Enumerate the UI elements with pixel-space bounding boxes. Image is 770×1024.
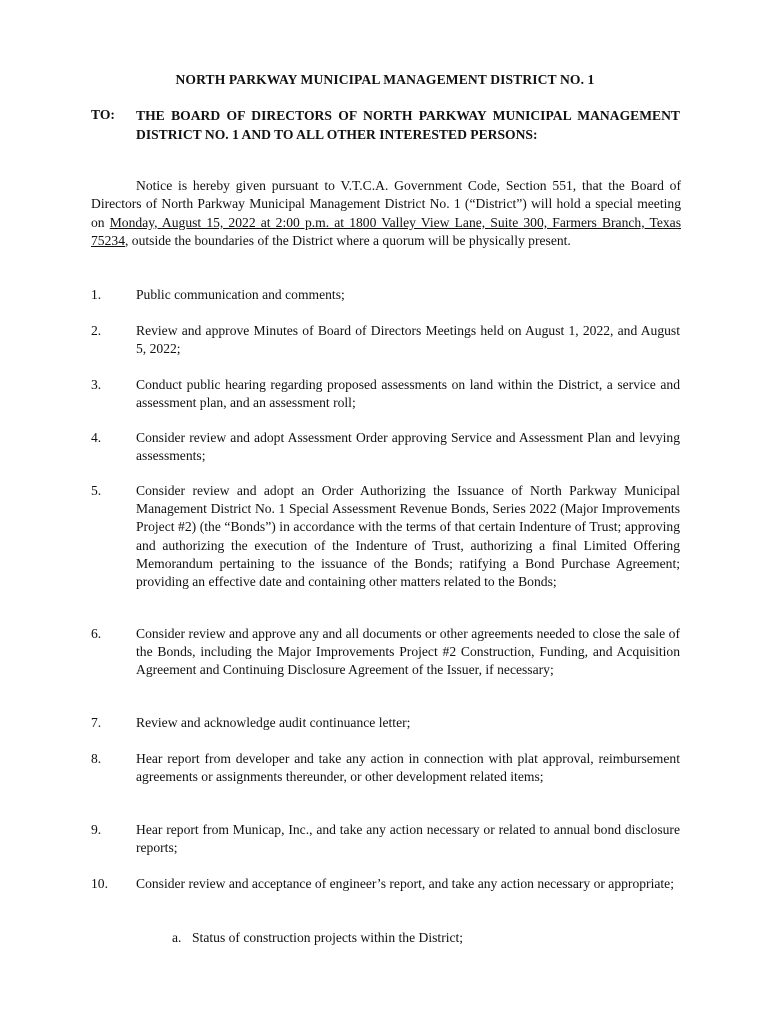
agenda-item-number: 8.	[91, 751, 102, 766]
agenda-item-number: 2.	[91, 323, 102, 338]
agenda-item-number: 5.	[91, 483, 102, 498]
notice-lead: Notice is hereby given pursuant to V.T.C.A. Government Code, Section 551, that the Board of Directors of North Parkway Municipal Management District No. 1 (“District”) will hold a special meeting on	[91, 178, 681, 230]
addressee-label: TO:	[91, 107, 115, 122]
agenda-item-number: 10.	[91, 876, 108, 891]
agenda-item-number: 3.	[91, 377, 102, 392]
agenda-item-text: Consider review and adopt Assessment Order approving Service and Assessment Plan and levying assessments;	[136, 430, 680, 464]
agenda-subitem-letter: a.	[172, 930, 182, 945]
agenda-item-number: 1.	[91, 287, 102, 302]
agenda-item-text: Public communication and comments;	[136, 287, 345, 302]
agenda-item-number: 6.	[91, 626, 102, 641]
agenda-item-text: Hear report from Municap, Inc., and take any action necessary or related to annual bond disclosure reports;	[136, 822, 680, 856]
agenda-item-text: Consider review and adopt an Order Authorizing the Issuance of North Parkway Municipal Management District No. 1 Special Assessment Revenue Bonds, Series 2022 (Major Improvements Project #2) (the “Bonds”) in accordance with the terms of that certain Indenture of Trust; approving and authorizing the execution of the Indenture of Trust, authorizing a final Limited Offering Memorandum pertaining to the issuance of the Bonds; ratifying a Bond Purchase Agreement; providing an effective date and containing other matters related to the Bonds;	[136, 483, 680, 590]
agenda-item-text: Review and acknowledge audit continuance letter;	[136, 715, 411, 730]
notice-paragraph	[91, 177, 681, 251]
agenda-item-number: 7.	[91, 715, 102, 730]
agenda-item-text: Consider review and approve any and all documents or other agreements needed to close the sale of the Bonds, including the Major Improvements Project #2 Construction, Funding, and Acquisition Agreement and Continuing Disclosure Agreement of the Issuer, if necessary;	[136, 626, 680, 678]
addressee-text: THE BOARD OF DIRECTORS OF NORTH PARKWAY MUNICIPAL MANAGEMENT DISTRICT NO. 1 AND TO ALL OTHER INTERESTED PERSONS:	[136, 108, 680, 142]
agenda-item-text: Conduct public hearing regarding proposed assessments on land within the District, a service and assessment plan, and an assessment roll;	[136, 377, 680, 411]
document-title: NORTH PARKWAY MUNICIPAL MANAGEMENT DISTRICT NO. 1	[175, 72, 595, 87]
notice-trail: , outside the boundaries of the District where a quorum will be physically present.	[124, 233, 571, 249]
agenda-item-text: Consider review and acceptance of engineer’s report, and take any action necessary or appropriate;	[136, 876, 674, 891]
agenda-subitem-text: Status of construction projects within the District;	[192, 930, 464, 945]
meeting-details: Monday, August 15, 2022 at 2:00 p.m. at 1800 Valley View Lane, Suite 300, Farmers Branch, Texas 75234	[91, 214, 681, 249]
agenda-item-text: Hear report from developer and take any action in connection with plat approval, reimbursement agreements or assignments thereunder, or other development related items;	[136, 751, 680, 785]
agenda-item-number: 9.	[91, 822, 102, 837]
agenda-item-number: 4.	[91, 430, 102, 445]
agenda-item-text: Review and approve Minutes of Board of Directors Meetings held on August 1, 2022, and August 5, 2022;	[136, 323, 680, 357]
